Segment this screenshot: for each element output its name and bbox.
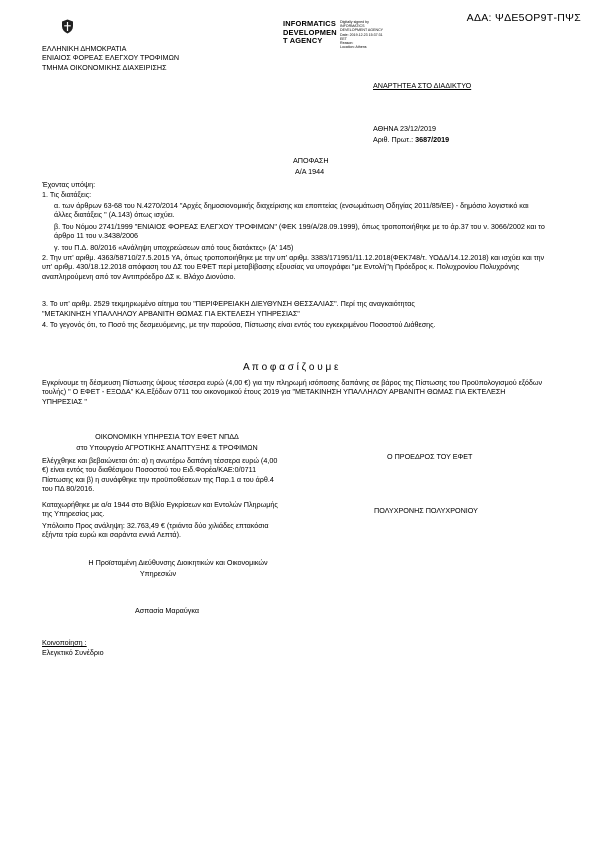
decision-title: ΑΠΟΦΑΣΗ <box>293 156 329 165</box>
cc-label: Κοινοποίηση : <box>42 638 87 647</box>
item-1c: γ. του Π.Δ. 80/2016 «Ανάληψη υποχρεώσεων από τους διατάκτες» (Α' 145) <box>54 243 294 252</box>
sig-detail: DEVELOPMENT AGENCY <box>340 28 384 33</box>
check-statement: Ελέγχθηκε και βεβαιώνεται ότι: α) η ανωτέρω δαπάνη τέσσερα ευρώ (4,00 €) είναι εντός του διαθέσιμου Ποσοστού του Ειδ.Φορέα/ΚΑΕ:0/0711 Πίστωσης και β) η συνάφθηκε την προϋποθέσεων της Παρ.1 α του άρθ.4 του ΠΔ 80/2016. <box>42 456 278 494</box>
signature-details <box>340 20 383 49</box>
header-line-3: ΤΜΗΜΑ ΟΙΚΟΝΟΜΙΚΗΣ ΔΙΑΧΕΙΡΙΣΗΣ <box>42 62 167 72</box>
stamp-line-2: DEVELOPMEN <box>283 27 337 37</box>
president-name: ΠΟΛΥΧΡΟΝΗΣ ΠΟΛΥΧΡΟΝΙΟΥ <box>374 506 478 515</box>
header-line-1: ΕΛΛΗΝΙΚΗ ΔΗΜΟΚΡΑΤΙΑ <box>42 44 127 53</box>
posting-notice: ΑΝΑΡΤΗΤΕΑ ΣΤΟ ΔΙΑΔΙΚΤΥΟ <box>373 81 472 90</box>
item-4: 4. Το γεγονός ότι, το Ποσό της δεσμευόμενης, με την παρούσα, Πίστωσης είναι εντός του εγκεκριμένου Ποσοστού Διάθεσης. <box>42 320 436 329</box>
stamp-line-3: T AGENCY <box>283 36 323 46</box>
sig-detail: Location: Athens <box>340 45 367 50</box>
sig-detail: EET <box>340 36 347 41</box>
department-head-title-2: Υπηρεσιών <box>139 569 177 578</box>
item-3: 3. Το υπ' αριθμ. 2529 τεκμηριωμένο αίτημα του "ΠΕΡΙΦΕΡΕΙΑΚΗ ΔΙΕΥΘΥΝΣΗ ΘΕΣΣΑΛΙΑΣ". Περί της αναγκαιότητας <box>42 299 415 308</box>
protocol-number <box>373 135 449 144</box>
cc-recipient: Ελεγκτικό Συνέδριο <box>42 648 104 657</box>
remaining-balance: Υπόλοιπο Προς ανάληψη: 32.763,49 € (τριάντα δύο χιλιάδες επτακόσια εξήντα τρία ευρώ και σαράντα εννιά Λεπτά). <box>42 521 269 540</box>
president-title: Ο ΠΡΟΕΔΡΟΣ ΤΟΥ ΕΦΕΤ <box>387 452 473 461</box>
item-2: 2. Την υπ' αριθμ. 4363/58710/27.5.2015 ΥΑ, όπως τροποποιήθηκε με την υπ' αριθμ. 3383/171951/11.12.2018(ΦΕΚ748/τ. ΥΟΔΔ/14.12.2018) και ισχύει και την υπ' αριθμ. 430/18.12.2018 απόφαση του ΔΣ του ΕΦΕΤ περί μεταβίβασης εξουσίας να υπογράφει "με Εντολή"η Πρόεδρος κ. Πολυχρονίου Πολυχρόνης αναπληρούμενη από τον Αντιπρόεδρο ΔΣ κ. Βλάχο Διονύσιο. <box>42 253 545 281</box>
ada-code: ΑΔΑ: ΨΔΕ5ΟΡ9Τ-ΠΨΣ <box>466 12 581 24</box>
place-date: ΑΘΗΝΑ 23/12/2019 <box>373 124 436 133</box>
sig-detail: Reason: <box>340 41 354 46</box>
protocol-label: Αριθ. Πρωτ.: <box>373 135 416 144</box>
stamp-line-1: INFORMATICS <box>283 19 336 28</box>
sig-detail: INFORMATICS <box>340 24 365 29</box>
sig-detail: Date: 2019.12.23 15:37:31 <box>340 32 383 37</box>
item-1: 1. Τις διατάξεις: <box>42 190 92 199</box>
greek-emblem-icon <box>61 19 74 34</box>
item-1a: α. των άρθρων 63-68 του Ν.4270/2014 "Αρχές δημοσιονομικής διαχείρισης και εποπτείας (ενσωμάτωση Οδηγίας 2011/85/ΕΕ) - δημόσιο λογιστικό και άλλες διατάξεις " (Α.143) όπως ισχύει. <box>54 201 529 220</box>
item-3-subject: "ΜΕΤΑΚΙΝΗΣΗ ΥΠΑΛΛΗΛΟΥ ΑΡΒΑΝΙΤΗ ΘΩΜΑΣ ΓΙΑ ΕΚΤΕΛΕΣΗ ΥΠΗΡΕΣΙΑΣ" <box>42 309 300 318</box>
finance-service: ΟΙΚΟΝΟΜΙΚΗ ΥΠΗΡΕΣΙΑ ΤΟΥ ΕΦΕΤ ΝΠΔΔ <box>95 432 239 441</box>
department-head-name: Ασπασία Μαραύγκα <box>135 606 199 615</box>
department-head-title: Η Προϊσταμένη Διεύθυνσης Διοικητικών και Οικονομικών <box>88 558 268 567</box>
header-line-2: ΕΝΙΑΙΟΣ ΦΟΡΕΑΣ ΕΛΕΓΧΟΥ ΤΡΟΦΙΜΩΝ <box>42 53 180 63</box>
issuer-header <box>42 44 179 72</box>
sig-detail: Digitally signed by <box>340 20 369 24</box>
having-regard: Έχοντας υπόψη: <box>42 180 96 189</box>
ministry-line: στο Υπουργείο ΑΓΡΟΤΙΚΗΣ ΑΝΑΠΤΥΞΗΣ & ΤΡΟΦΙΜΩΝ <box>76 443 258 452</box>
item-1b: β. Του Νόμου 2741/1999 "ΕΝΙΑΙΟΣ ΦΟΡΕΑΣ ΕΛΕΓΧΟΥ ΤΡΟΦΙΜΩΝ" (ΦΕΚ 199/Α/28.09.1999), όπως τροποποιήθηκε με το άρ.37 του ν. 3066/2002 και το άρθρο 11 του ν.3438/2006 <box>54 222 545 241</box>
decide-title: Α π ο φ α σ ί ζ ο υ μ ε <box>243 362 339 373</box>
decide-body: Εγκρίνουμε τη δέσμευση Πίστωσης ύψους τέσσερα ευρώ (4,00 €) για την πληρωμή ισόποσης δαπάνης σε βάρος της Πίστωσης του Προϋπολογισμού εξόδων τουλής) " Ο ΕΦΕΤ - ΕΞΟΔΑ" ΚΑ.Εξόδων 0711 του οικονομικού έτους 2019 για "ΜΕΤΑΚΙΝΗΣΗ ΥΠΑΛΛΗΛΟΥ ΑΡΒΑΝΙΤΗ ΘΩΜΑΣ ΓΙΑ ΕΚΤΕΛΕΣΗ ΥΠΗΡΕΣΙΑΣ " <box>42 378 543 406</box>
decision-number: Α/Α 1944 <box>295 167 325 176</box>
registration-statement: Καταχωρήθηκε με α/α 1944 στο Βιβλίο Εγκρίσεων και Εντολών Πληρωμής της Υπηρεσίας μας. <box>42 500 278 519</box>
signature-stamp <box>283 20 337 46</box>
protocol-value: 3687/2019 <box>415 135 450 144</box>
